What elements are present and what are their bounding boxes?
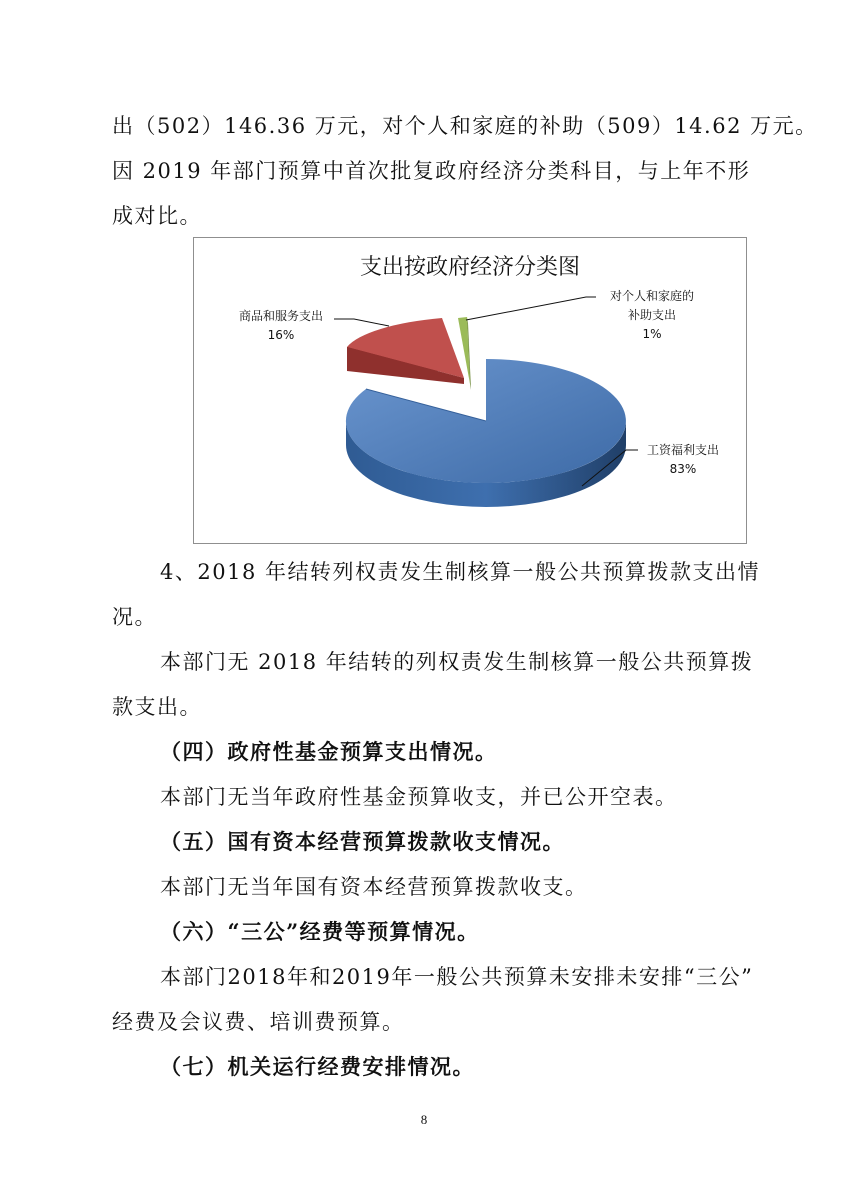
pie-chart [193, 237, 747, 544]
section-heading: （七）机关运行经费安排情况。 [160, 1054, 475, 1079]
section-heading: （四）政府性基金预算支出情况。 [160, 739, 498, 764]
label-wages-percent: 83% [669, 462, 697, 476]
label-family-percent: 1% [642, 327, 662, 341]
paragraph-line: 4、2018 年结转列权责发生制核算一般公共预算拨款支出情 [160, 560, 760, 584]
paragraph-line: 经费及会议费、培训费预算。 [112, 1010, 405, 1034]
paragraph-line: 本部门无 2018 年结转的列权责发生制核算一般公共预算拨 [160, 650, 754, 674]
label-family-line1: 对个人和家庭的 [609, 289, 695, 303]
section-heading: （五）国有资本经营预算拨款收支情况。 [160, 829, 565, 854]
pie-chart-svg [194, 238, 746, 543]
paragraph-line: 本部门2018年和2019年一般公共预算未安排未安排“三公” [160, 965, 754, 989]
label-wages: 工资福利支出 [646, 443, 720, 457]
paragraph-line: 出（502）146.36 万元，对个人和家庭的补助（509）14.62 万元。 [112, 114, 818, 138]
paragraph-line: 款支出。 [112, 695, 202, 719]
page-number: 8 [420, 1112, 428, 1127]
chart-title: 支出按政府经济分类图 [359, 255, 581, 280]
label-goods: 商品和服务支出 [238, 309, 324, 323]
label-family-line2: 补助支出 [627, 308, 677, 322]
paragraph-line: 因 2019 年部门预算中首次批复政府经济分类科目，与上年不形 [112, 159, 751, 183]
paragraph-line: 成对比。 [112, 204, 202, 228]
leader-family [466, 297, 596, 320]
paragraph-line: 本部门无当年政府性基金预算收支，并已公开空表。 [160, 785, 678, 809]
label-goods-percent: 16% [267, 328, 295, 342]
section-heading: （六）“三公”经费等预算情况。 [160, 919, 480, 944]
paragraph-line: 况。 [112, 605, 157, 629]
paragraph-line: 本部门无当年国有资本经营预算拨款收支。 [160, 875, 588, 899]
leader-goods [334, 319, 389, 326]
